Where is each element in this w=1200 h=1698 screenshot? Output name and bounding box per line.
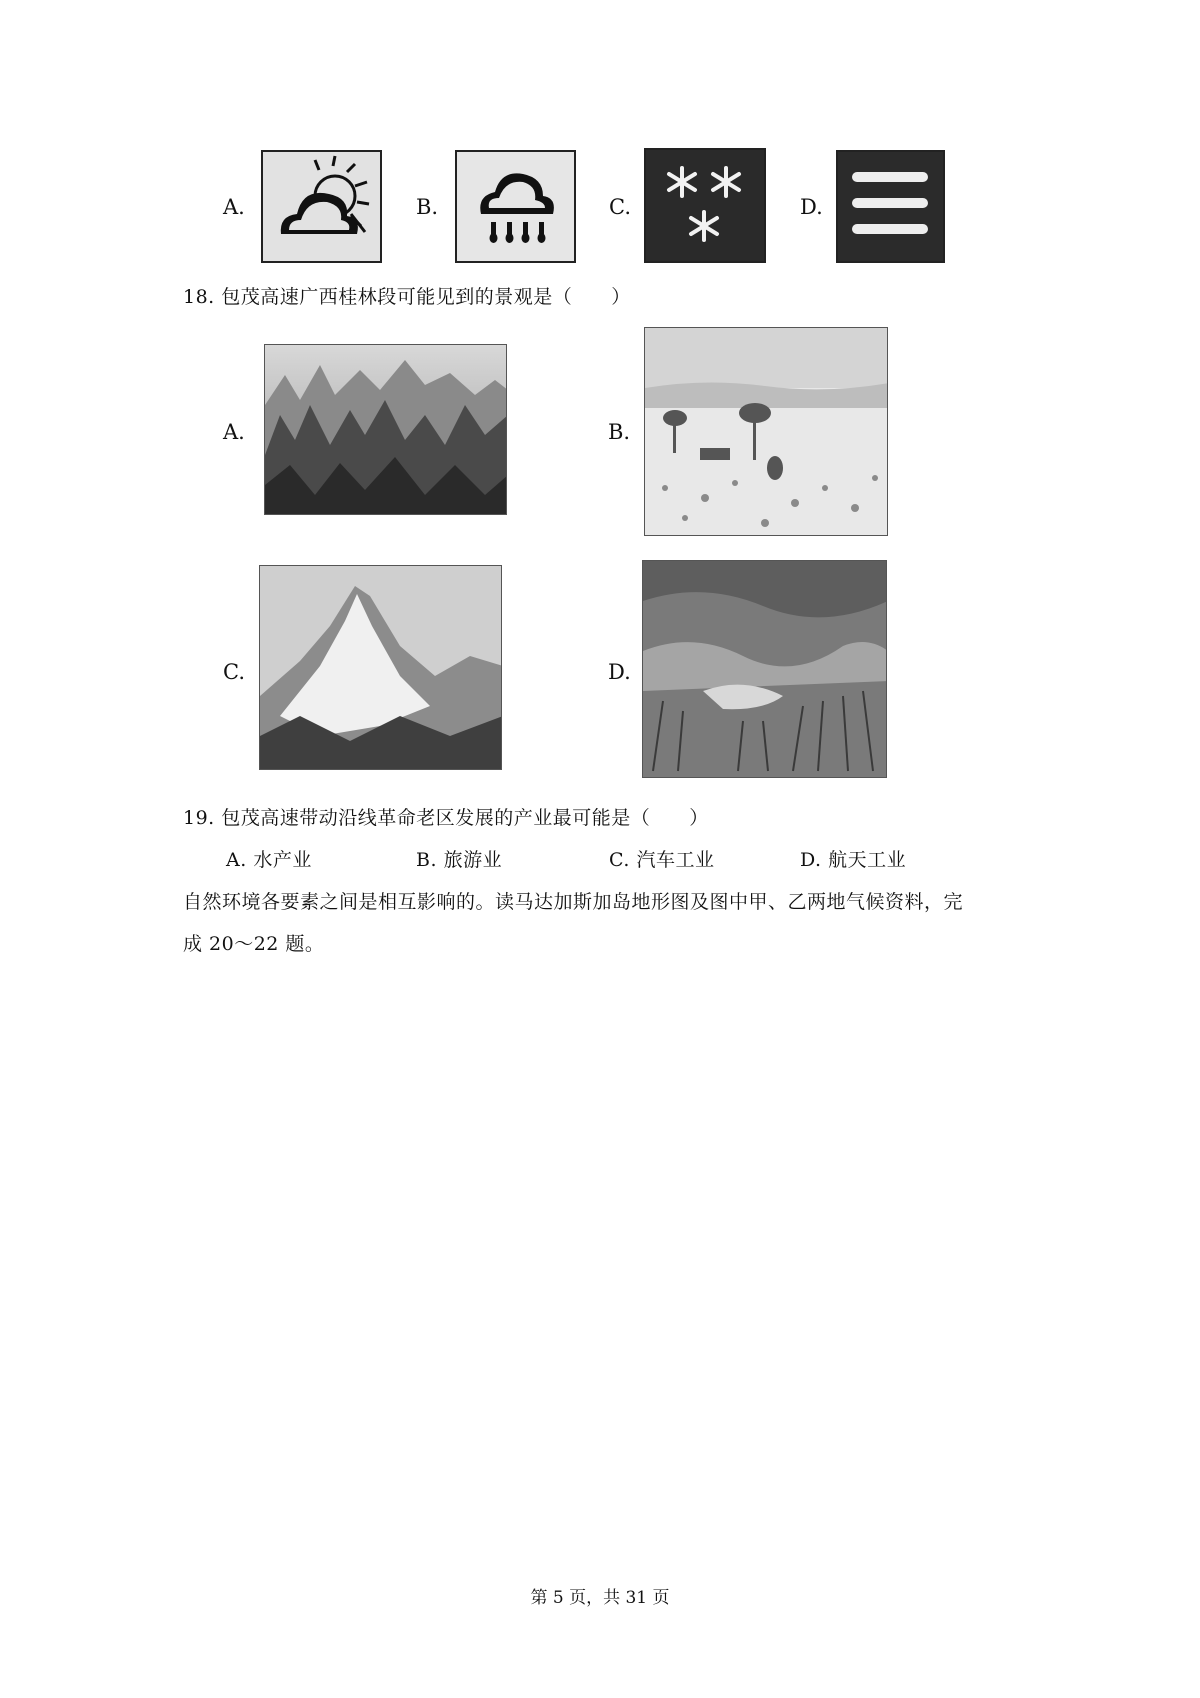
q18-option-a-label: A. <box>223 420 245 444</box>
q18-question: 18. 包茂高速广西桂林段可能见到的景观是（ ） <box>183 286 631 308</box>
fog-icon <box>836 150 945 263</box>
karst-peaks-photo <box>264 344 507 515</box>
q17-option-b-label: B. <box>416 195 439 219</box>
loess-plateau-photo <box>642 560 887 778</box>
partly-sunny-icon <box>261 150 382 263</box>
snow-mountain-photo <box>259 565 502 770</box>
q19-question: 19. 包茂高速带动沿线革命老区发展的产业最可能是（ ） <box>183 807 709 829</box>
snow-icon <box>644 148 766 263</box>
intro-line-2: 成 20～22 题。 <box>183 933 325 955</box>
q19-option-d: D. 航天工业 <box>800 849 907 871</box>
page-footer: 第 5 页，共 31 页 <box>530 1588 670 1608</box>
q18-option-d-label: D. <box>608 660 631 684</box>
intro-line-1: 自然环境各要素之间是相互影响的。读马达加斯加岛地形图及图中甲、乙两地气候资料，完 <box>183 891 964 913</box>
q18-option-c-label: C. <box>223 660 245 684</box>
q17-option-c-label: C. <box>609 195 631 219</box>
q19-option-a: A. 水产业 <box>226 849 312 871</box>
q19-option-c: C. 汽车工业 <box>609 849 715 871</box>
q19-option-b: B. 旅游业 <box>416 849 503 871</box>
rain-icon <box>455 150 576 263</box>
desert-grassland-photo <box>644 327 888 536</box>
q18-option-b-label: B. <box>608 420 631 444</box>
q17-option-a-label: A. <box>223 195 245 219</box>
q17-option-d-label: D. <box>800 195 823 219</box>
